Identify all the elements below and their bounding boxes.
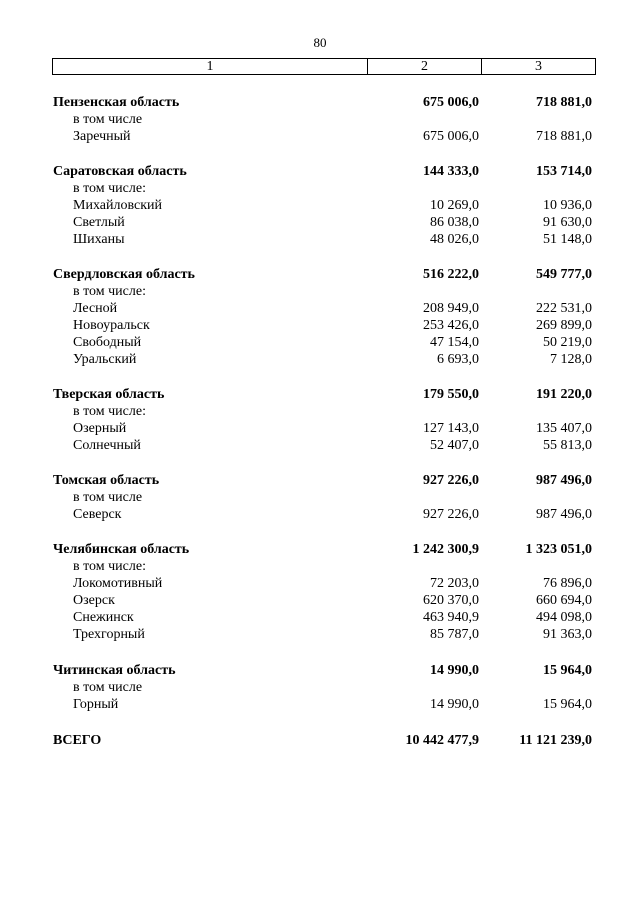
region-value-col3: 718 881,0 — [536, 95, 592, 110]
region-value-col2: 144 333,0 — [423, 164, 479, 179]
region-row — [0, 472, 640, 489]
column-header-3: 3 — [535, 59, 542, 74]
region-name: Читинская область — [53, 663, 176, 678]
subtitle-text: в том числе — [73, 680, 143, 695]
city-name: Солнечный — [73, 438, 141, 453]
city-value-col2: 253 426,0 — [423, 318, 479, 333]
region-name: Пензенская область — [53, 95, 180, 110]
region-value-col2: 675 006,0 — [423, 95, 479, 110]
city-row — [0, 351, 640, 368]
city-row — [0, 128, 640, 145]
city-value-col2: 6 693,0 — [437, 352, 479, 367]
city-name: Заречный — [73, 129, 131, 144]
city-value-col3: 55 813,0 — [543, 438, 592, 453]
subtitle-text: в том числе: — [73, 404, 146, 419]
city-row — [0, 506, 640, 523]
column-header-1: 1 — [53, 59, 368, 74]
region-value-col3: 1 323 051,0 — [525, 542, 592, 557]
subtitle-row — [0, 283, 640, 300]
city-value-col2: 86 038,0 — [430, 215, 479, 230]
page-number: 80 — [313, 35, 327, 50]
city-value-col3: 10 936,0 — [543, 198, 592, 213]
city-row — [0, 437, 640, 454]
region-value-col2: 1 242 300,9 — [412, 542, 479, 557]
city-row — [0, 609, 640, 626]
subtitle-text: в том числе — [73, 490, 143, 505]
city-value-col2: 47 154,0 — [430, 335, 479, 350]
subtitle-text: в том числе: — [73, 559, 146, 574]
city-name: Озерск — [73, 593, 115, 608]
city-name: Северск — [73, 507, 122, 522]
region-value-col3: 191 220,0 — [536, 387, 592, 402]
subtitle-text: в том числе: — [73, 181, 146, 196]
city-value-col3: 15 964,0 — [543, 697, 592, 712]
subtitle-row — [0, 403, 640, 420]
column-header-row — [52, 58, 596, 75]
region-row — [0, 266, 640, 283]
region-name: Тверская область — [53, 387, 165, 402]
city-value-col3: 135 407,0 — [536, 421, 592, 436]
city-value-col3: 222 531,0 — [536, 301, 592, 316]
city-value-col2: 620 370,0 — [423, 593, 479, 608]
region-value-col2: 927 226,0 — [423, 473, 479, 488]
city-row — [0, 592, 640, 609]
region-row — [0, 94, 640, 111]
city-value-col3: 76 896,0 — [543, 576, 592, 591]
city-value-col2: 463 940,9 — [423, 610, 479, 625]
city-value-col2: 10 269,0 — [430, 198, 479, 213]
total-value-col3: 11 121 239,0 — [519, 733, 592, 748]
city-value-col3: 718 881,0 — [536, 129, 592, 144]
city-value-col2: 14 990,0 — [430, 697, 479, 712]
city-value-col2: 48 026,0 — [430, 232, 479, 247]
subtitle-text: в том числе — [73, 112, 143, 127]
city-value-col2: 927 226,0 — [423, 507, 479, 522]
region-row — [0, 662, 640, 679]
region-row — [0, 163, 640, 180]
region-row — [0, 386, 640, 403]
city-value-col3: 51 148,0 — [543, 232, 592, 247]
region-value-col3: 153 714,0 — [536, 164, 592, 179]
region-row — [0, 541, 640, 558]
total-row — [0, 732, 640, 749]
city-value-col3: 91 363,0 — [543, 627, 592, 642]
subtitle-row — [0, 679, 640, 696]
city-value-col3: 269 899,0 — [536, 318, 592, 333]
city-row — [0, 300, 640, 317]
region-value-col3: 987 496,0 — [536, 473, 592, 488]
city-value-col3: 660 694,0 — [536, 593, 592, 608]
total-label: ВСЕГО — [53, 733, 102, 748]
region-name: Челябинская область — [53, 542, 190, 557]
city-name: Снежинск — [73, 610, 134, 625]
city-value-col3: 7 128,0 — [550, 352, 592, 367]
city-value-col2: 675 006,0 — [423, 129, 479, 144]
region-value-col2: 179 550,0 — [423, 387, 479, 402]
city-value-col3: 494 098,0 — [536, 610, 592, 625]
city-name: Лесной — [73, 301, 118, 316]
region-value-col2: 516 222,0 — [423, 267, 479, 282]
city-row — [0, 231, 640, 248]
city-name: Локомотивный — [73, 576, 163, 591]
column-header-2: 2 — [368, 59, 482, 74]
city-row — [0, 696, 640, 713]
city-name: Шиханы — [73, 232, 125, 247]
city-value-col3: 91 630,0 — [543, 215, 592, 230]
region-name: Саратовская область — [53, 164, 187, 179]
region-value-col3: 15 964,0 — [543, 663, 592, 678]
city-name: Михайловский — [73, 198, 162, 213]
city-row — [0, 334, 640, 351]
city-name: Трехгорный — [73, 627, 145, 642]
city-value-col2: 208 949,0 — [423, 301, 479, 316]
region-name: Свердловская область — [53, 267, 195, 282]
region-name: Томская область — [53, 473, 160, 488]
city-value-col2: 127 143,0 — [423, 421, 479, 436]
city-name: Горный — [73, 697, 119, 712]
region-value-col2: 14 990,0 — [430, 663, 479, 678]
city-row — [0, 214, 640, 231]
subtitle-row — [0, 180, 640, 197]
subtitle-text: в том числе: — [73, 284, 146, 299]
subtitle-row — [0, 489, 640, 506]
city-value-col3: 50 219,0 — [543, 335, 592, 350]
region-value-col3: 549 777,0 — [536, 267, 592, 282]
city-name: Уральский — [73, 352, 137, 367]
city-row — [0, 575, 640, 592]
subtitle-row — [0, 558, 640, 575]
city-value-col2: 85 787,0 — [430, 627, 479, 642]
city-name: Свободный — [73, 335, 142, 350]
city-row — [0, 317, 640, 334]
city-row — [0, 626, 640, 643]
city-value-col2: 52 407,0 — [430, 438, 479, 453]
city-value-col3: 987 496,0 — [536, 507, 592, 522]
city-row — [0, 197, 640, 214]
city-name: Новоуральск — [73, 318, 150, 333]
total-value-col2: 10 442 477,9 — [405, 733, 479, 748]
city-name: Светлый — [73, 215, 125, 230]
city-row — [0, 420, 640, 437]
subtitle-row — [0, 111, 640, 128]
city-value-col2: 72 203,0 — [430, 576, 479, 591]
city-name: Озерный — [73, 421, 127, 436]
